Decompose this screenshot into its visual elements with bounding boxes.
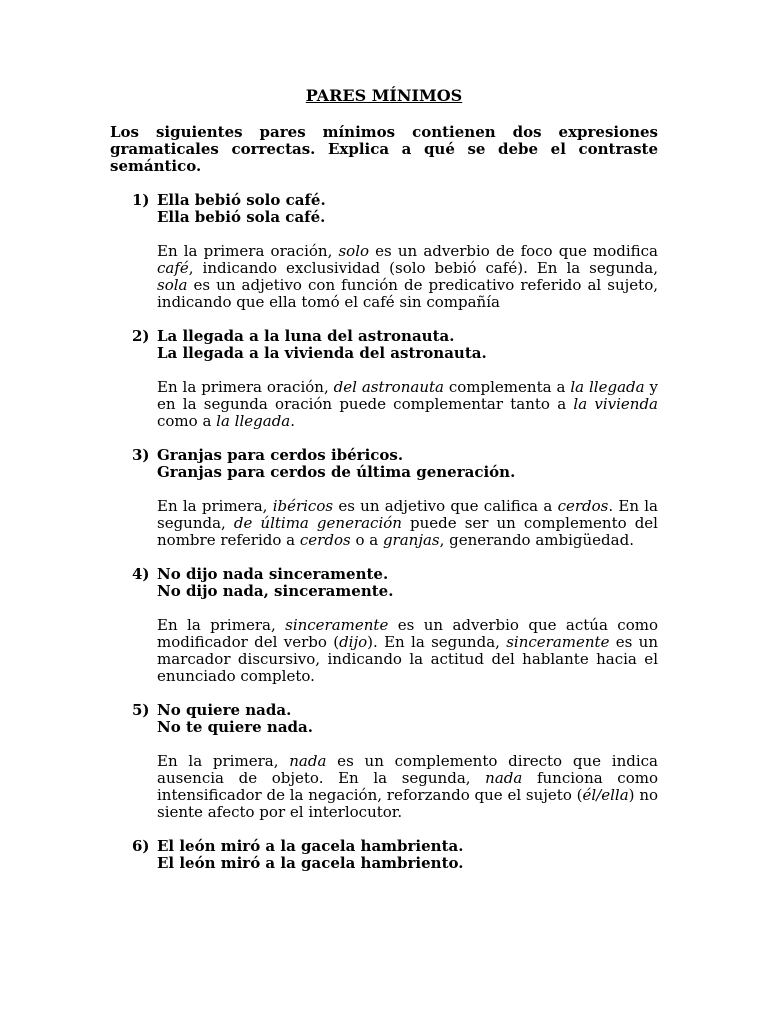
pair-item — [132, 447, 658, 549]
sentence-b: No te quiere nada. — [157, 718, 313, 736]
pair-number: 3) — [132, 446, 150, 464]
pair-sentences — [132, 702, 658, 736]
pairs-list — [110, 192, 658, 872]
explanation-text: En la primera, — [157, 752, 290, 770]
italic-term: dijo — [339, 633, 368, 651]
explanation-text: y en la segunda oración puede complementar tanto a — [157, 378, 658, 413]
explanation-text: En la primera, — [157, 497, 273, 515]
explanation-text: funciona como intensificador de la negación, reforzando que el sujeto ( — [157, 769, 658, 804]
sentence-b: Ella bebió sola café. — [157, 208, 326, 226]
italic-term: la vivienda — [573, 395, 658, 413]
pair-sentences — [132, 566, 658, 600]
italic-term: café — [157, 259, 189, 277]
italic-term: sinceramente — [506, 633, 610, 651]
explanation-text: En la primera oración, — [157, 242, 339, 260]
italic-term: del astronauta — [333, 378, 444, 396]
sentence-b: Granjas para cerdos de última generación. — [157, 463, 516, 481]
pair-item — [132, 838, 658, 872]
sentence-b: No dijo nada, sinceramente. — [157, 582, 394, 600]
pair-number: 4) — [132, 565, 150, 583]
italic-term: la llegada — [570, 378, 645, 396]
sentence-a: Granjas para cerdos ibéricos. — [157, 446, 404, 464]
explanation-paragraph — [157, 617, 658, 685]
italic-term: nada — [485, 769, 523, 787]
pair-sentences — [132, 838, 658, 872]
pair-item — [132, 328, 658, 430]
explanation-paragraph — [157, 498, 658, 549]
pair-item — [132, 566, 658, 685]
explanation-text: , generando ambigüedad. — [439, 531, 634, 549]
explanation-text: es un adverbio de foco que modifica — [369, 242, 658, 260]
pair-number: 5) — [132, 701, 150, 719]
sentence-a: No dijo nada sinceramente. — [157, 565, 389, 583]
explanation-paragraph — [157, 243, 658, 311]
italic-term: la llegada — [216, 412, 291, 430]
explanation-text: o a — [350, 531, 383, 549]
sentence-b: La llegada a la vivienda del astronauta. — [157, 344, 487, 362]
pair-sentences — [132, 447, 658, 481]
explanation-text: puede ser un complemento del nombre referido a — [157, 514, 658, 549]
sentence-b: El león miró a la gacela hambriento. — [157, 854, 464, 872]
italic-term: cerdos — [299, 531, 351, 549]
explanation-text: es un marcador discursivo, indicando la actitud del hablante hacia el enunciado completo. — [157, 633, 658, 685]
document-page — [110, 86, 658, 889]
explanation-text: ). En la segunda, — [367, 633, 507, 651]
italic-term: de última generación — [233, 514, 402, 532]
explanation-text: , indicando exclusividad (solo bebió café). En la segunda, — [188, 259, 658, 277]
italic-term: cerdos — [557, 497, 609, 515]
explanation-text: es un adjetivo con función de predicativo referido al sujeto, indicando que ella tomó el café sin compañía — [157, 276, 658, 311]
italic-term: sinceramente — [285, 616, 389, 634]
explanation-text: En la primera, — [157, 616, 286, 634]
pair-item — [132, 702, 658, 821]
italic-term: solo — [338, 242, 370, 260]
italic-term: sola — [157, 276, 188, 294]
intro-paragraph: Los siguientes pares mínimos contienen dos expresiones gramaticales correctas. Explica a qué se debe el contraste semántico. — [110, 123, 658, 175]
sentence-a: La llegada a la luna del astronauta. — [157, 327, 455, 345]
sentence-a: Ella bebió solo café. — [157, 191, 326, 209]
italic-term: ibéricos — [272, 497, 334, 515]
explanation-text: ) no siente afecto por el interlocutor. — [157, 786, 659, 821]
explanation-text: . — [290, 412, 296, 430]
pair-number: 6) — [132, 837, 150, 855]
italic-term: granjas — [382, 531, 440, 549]
page-title: PARES MÍNIMOS — [305, 86, 463, 105]
explanation-text: como a — [157, 412, 217, 430]
italic-term: nada — [289, 752, 327, 770]
explanation-text: es un adjetivo que califica a — [333, 497, 558, 515]
explanation-text: complementa a — [443, 378, 571, 396]
explanation-paragraph — [157, 753, 658, 821]
sentence-a: No quiere nada. — [157, 701, 292, 719]
explanation-text: . En la segunda, — [157, 497, 658, 532]
explanation-text: En la primera oración, — [157, 378, 334, 396]
pair-sentences — [132, 328, 658, 362]
explanation-text: es un complemento directo que indica ausencia de objeto. En la segunda, — [157, 752, 658, 787]
sentence-a: El león miró a la gacela hambrienta. — [157, 837, 464, 855]
pair-number: 1) — [132, 191, 150, 209]
explanation-text: es un adverbio que actúa como modificador del verbo ( — [157, 616, 658, 651]
pair-sentences — [132, 192, 658, 226]
pair-item — [132, 192, 658, 311]
italic-term: él/ella — [582, 786, 629, 804]
explanation-paragraph — [157, 379, 658, 430]
pair-number: 2) — [132, 327, 150, 345]
